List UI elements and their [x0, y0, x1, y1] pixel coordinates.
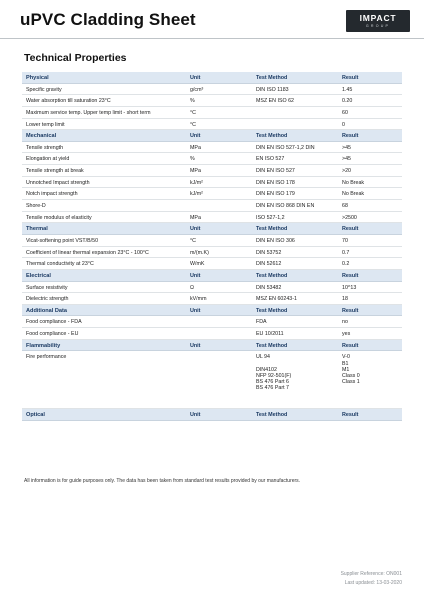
- table-row: [22, 328, 402, 340]
- property-result: 0.20: [342, 98, 353, 105]
- property-result: yes: [342, 331, 351, 338]
- page-header: [0, 0, 424, 38]
- property-method: DIN EN ISO 868 DIN EN: [256, 203, 315, 210]
- property-method: DIN EN ISO 527-1,2 DIN: [256, 144, 315, 151]
- property-name: Specific gravity: [26, 86, 62, 93]
- property-name: Maximum service temp. Upper temp limit - short term: [26, 109, 151, 116]
- property-unit: MPa: [190, 144, 201, 151]
- table-header-thermal: [22, 223, 402, 235]
- property-method: FDA: [256, 319, 267, 326]
- table-header-flammability: [22, 340, 402, 352]
- property-name: Notch impact strength: [26, 191, 78, 198]
- table-row: [22, 84, 402, 96]
- property-result: 60: [342, 109, 348, 116]
- table-row: [22, 247, 402, 259]
- property-name: Tensile modulus of elasticity: [26, 214, 92, 221]
- property-unit: %: [190, 156, 195, 163]
- property-name: Shore-D: [26, 203, 46, 210]
- table-row: [22, 351, 402, 409]
- property-method: DIN 52612: [256, 261, 282, 268]
- technical-properties-table: [22, 72, 402, 421]
- table-row: [22, 153, 402, 165]
- table-row: [22, 258, 402, 270]
- table-row: [22, 142, 402, 154]
- property-unit: kJ/m²: [190, 179, 203, 186]
- property-result: 10^13: [342, 284, 357, 291]
- unit-header: Unit: [190, 226, 201, 233]
- table-row: [22, 293, 402, 305]
- property-result: No Break: [342, 179, 365, 186]
- property-result: 0.2: [342, 261, 350, 268]
- property-method: EU 10/2011: [256, 331, 284, 338]
- property-name: Water absorption till saturation 23°C: [26, 98, 111, 105]
- property-method: EN ISO 527: [256, 156, 285, 163]
- result-header: Result: [342, 272, 359, 279]
- table-header-electrical: [22, 270, 402, 282]
- disclaimer-text: All information is for guide purposes only. The data has been taken from standard test results provided by our manufacturers.: [24, 478, 301, 484]
- property-name: Unnotched Impact strength: [26, 179, 90, 186]
- table-row: [22, 188, 402, 200]
- property-name: Surface resistivity: [26, 284, 68, 291]
- method-header: Test Method: [256, 272, 288, 279]
- header-divider: [0, 38, 424, 39]
- result-header: Result: [342, 342, 359, 349]
- property-unit: %: [190, 98, 195, 105]
- property-method: DIN EN ISO 179: [256, 191, 295, 198]
- section-name: Electrical: [26, 272, 51, 279]
- fire-method: DIN4102: [256, 366, 277, 373]
- property-method: DIN EN ISO 178: [256, 179, 295, 186]
- result-header: Result: [342, 412, 359, 419]
- fire-result: V-0: [342, 354, 350, 361]
- property-method: DIN 53482: [256, 284, 282, 291]
- table-header-mechanical: [22, 130, 402, 142]
- property-unit: MPa: [190, 168, 201, 175]
- property-result: no: [342, 319, 348, 326]
- property-unit: MPa: [190, 214, 201, 221]
- table-header-optical: [22, 409, 402, 421]
- page-footer: [341, 570, 402, 588]
- table-row: [22, 200, 402, 212]
- unit-header: Unit: [190, 412, 201, 419]
- result-header: Result: [342, 307, 359, 314]
- fire-result: Class 0: [342, 372, 360, 379]
- property-name: Dielectric strength: [26, 296, 69, 303]
- last-updated: Last updated: 13-03-2020: [344, 580, 402, 586]
- property-result: 1.45: [342, 86, 353, 93]
- property-unit: Ω: [190, 284, 194, 291]
- property-name: Elongation at yield: [26, 156, 70, 163]
- table-row: [22, 235, 402, 247]
- unit-header: Unit: [190, 342, 201, 349]
- method-header: Test Method: [256, 342, 288, 349]
- section-name: Mechanical: [26, 133, 57, 140]
- property-result: >20: [342, 168, 351, 175]
- section-title: Technical Properties: [24, 52, 127, 64]
- property-unit: g/cm³: [190, 86, 204, 93]
- property-unit: W/mK: [190, 261, 205, 268]
- method-header: Test Method: [256, 307, 288, 314]
- property-name: Lower temp limit: [26, 121, 65, 128]
- property-name: Coefficient of linear thermal expansion 23°C - 100°C: [26, 249, 149, 256]
- method-header: Test Method: [256, 226, 288, 233]
- property-result: >45: [342, 144, 351, 151]
- table-row: [22, 316, 402, 328]
- section-name: Thermal: [26, 226, 48, 233]
- method-header: Test Method: [256, 75, 288, 81]
- property-result: >2500: [342, 214, 357, 221]
- unit-header: Unit: [190, 307, 201, 314]
- property-name: Food compliance - EU: [26, 331, 79, 338]
- property-method: MSZ EN ISO 62: [256, 98, 294, 105]
- section-name: Physical: [26, 75, 49, 81]
- property-name: Tensile strength: [26, 144, 64, 151]
- property-result: 0.7: [342, 249, 350, 256]
- table-header-physical: [22, 72, 402, 84]
- property-result: 70: [342, 237, 348, 244]
- property-name: Vicat-softening point VST/B/50: [26, 237, 99, 244]
- fire-method: BS 476 Part 7: [256, 385, 289, 392]
- table-row: [22, 212, 402, 224]
- property-method: MSZ EN 60243-1: [256, 296, 297, 303]
- unit-header: Unit: [190, 272, 201, 279]
- property-result: 18: [342, 296, 348, 303]
- fire-result: Class 1: [342, 379, 360, 386]
- logo-subtext: GROUP: [365, 24, 391, 28]
- fire-result: B1: [342, 360, 349, 367]
- property-method: DIN 53752: [256, 249, 282, 256]
- table-row: [22, 165, 402, 177]
- section-name: Optical: [26, 412, 45, 419]
- property-name: Tensile strength at break: [26, 168, 84, 175]
- document-title: uPVC Cladding Sheet: [20, 10, 196, 29]
- fire-test-results: [342, 354, 360, 385]
- method-header: Test Method: [256, 133, 288, 140]
- table-header-additional-data: [22, 305, 402, 317]
- property-unit: °C: [190, 121, 196, 128]
- property-method: DIN EN ISO 306: [256, 237, 295, 244]
- property-result: 68: [342, 203, 348, 210]
- property-name: Food compliance - FDA: [26, 319, 82, 326]
- unit-header: Unit: [190, 75, 201, 81]
- fire-test-methods: [256, 354, 291, 391]
- impact-group-logo: [346, 10, 410, 32]
- property-result: No Break: [342, 191, 365, 198]
- property-unit: m/(m.K): [190, 249, 209, 256]
- fire-result: M1: [342, 366, 350, 373]
- table-row: [22, 107, 402, 119]
- property-result: >45: [342, 156, 351, 163]
- table-row: [22, 95, 402, 107]
- fire-method: UL 94: [256, 354, 270, 361]
- property-method: DIN ISO 1183: [256, 86, 289, 93]
- table-row: [22, 119, 402, 131]
- table-row: [22, 282, 402, 294]
- fire-method: BS 476 Part 6: [256, 379, 289, 386]
- property-method: DIN EN ISO 527: [256, 168, 295, 175]
- property-result: 0: [342, 121, 345, 128]
- property-name: Fire performance: [26, 354, 67, 361]
- logo-text: IMPACT: [359, 13, 397, 23]
- table-row: [22, 177, 402, 189]
- property-unit: kV/mm: [190, 296, 207, 303]
- supplier-reference: Supplier Reference: ON001: [340, 571, 402, 577]
- property-unit: °C: [190, 237, 196, 244]
- result-header: Result: [342, 133, 359, 140]
- property-name: Thermal conductivity at 23°C: [26, 261, 94, 268]
- result-header: Result: [342, 226, 359, 233]
- section-name: Flammability: [26, 342, 61, 349]
- property-unit: kJ/m²: [190, 191, 203, 198]
- property-method: ISO 527-1,2: [256, 214, 285, 221]
- result-header: Result: [342, 75, 359, 81]
- section-name: Additional Data: [26, 307, 68, 314]
- fire-method: NFP 92-501(F): [256, 372, 292, 379]
- unit-header: Unit: [190, 133, 201, 140]
- property-unit: °C: [190, 109, 196, 116]
- method-header: Test Method: [256, 412, 288, 419]
